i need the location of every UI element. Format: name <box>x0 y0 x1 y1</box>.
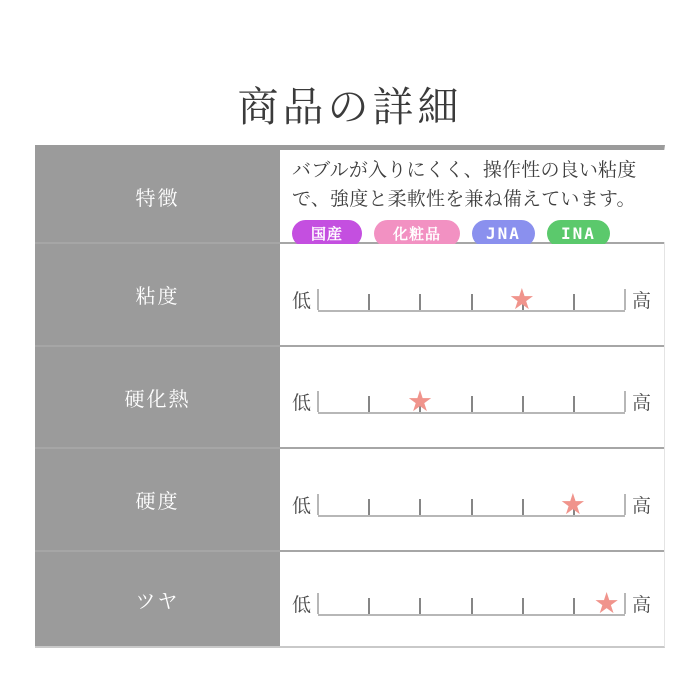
scale-low-label: 低 <box>292 290 312 312</box>
badge-jna: JNA <box>472 220 535 247</box>
scale-tick <box>573 598 575 614</box>
scale-cap-tick <box>624 289 626 310</box>
hardness-scale-cell <box>280 449 664 550</box>
scale-tick <box>471 294 473 310</box>
scale-cap-tick <box>624 391 626 412</box>
badge-cosmetics: 化粧品 <box>374 220 460 247</box>
scale-cap-tick <box>317 391 319 412</box>
scale-high-label: 高 <box>632 290 652 312</box>
table-row-feature <box>35 150 664 244</box>
scale-track <box>318 384 625 418</box>
badge-row <box>292 220 664 247</box>
scale-track <box>318 281 625 316</box>
rating-star: ★ <box>593 586 620 620</box>
scale-tick <box>573 396 575 412</box>
badge-domestic: 国産 <box>292 220 362 247</box>
scale-tick <box>368 396 370 412</box>
viscosity-scale-cell <box>280 244 664 345</box>
curing-heat-scale-cell <box>280 347 664 447</box>
scale-tick <box>419 598 421 614</box>
rating-scale <box>292 281 652 316</box>
scale-tick <box>471 396 473 412</box>
scale-tick <box>471 598 473 614</box>
page-title: 商品の詳細 <box>237 84 463 131</box>
product-detail-table <box>35 145 665 648</box>
rating-scale <box>292 586 652 620</box>
scale-low-label: 低 <box>292 393 312 414</box>
feature-content-cell <box>280 150 670 242</box>
rating-star: ★ <box>559 486 586 521</box>
table-row-viscosity <box>35 244 664 347</box>
scale-cap-tick <box>624 494 626 515</box>
row-label-curing-heat: 硬化熱 <box>35 347 280 447</box>
row-label-viscosity: 粘度 <box>35 244 280 345</box>
feature-description: バブルが入りにくく、操作性の良い粘度で、強度と柔軟性を兼ね備えています。 <box>292 160 637 210</box>
badge-ina: INA <box>547 220 610 247</box>
gloss-scale-cell <box>280 552 664 646</box>
scale-cap-tick <box>317 593 319 614</box>
rating-star: ★ <box>406 384 433 418</box>
scale-tick <box>419 294 421 310</box>
scale-low-label: 低 <box>292 495 312 517</box>
scale-high-label: 高 <box>632 495 652 517</box>
row-label-feature: 特徴 <box>35 150 280 242</box>
scale-low-label: 低 <box>292 595 312 616</box>
rating-scale <box>292 384 652 418</box>
scale-cap-tick <box>317 494 319 515</box>
scale-tick <box>368 499 370 515</box>
scale-tick <box>522 396 524 412</box>
table-row-curing-heat <box>35 347 664 449</box>
scale-cap-tick <box>317 289 319 310</box>
scale-tick <box>471 499 473 515</box>
rating-star: ★ <box>508 281 535 316</box>
scale-track <box>318 486 625 521</box>
scale-tick <box>522 598 524 614</box>
rating-scale <box>292 486 652 521</box>
table-row-gloss <box>35 552 664 646</box>
scale-cap-tick <box>624 593 626 614</box>
scale-high-label: 高 <box>632 393 652 414</box>
scale-high-label: 高 <box>632 595 652 616</box>
scale-tick <box>419 499 421 515</box>
table-row-hardness <box>35 449 664 552</box>
scale-tick <box>522 499 524 515</box>
row-label-hardness: 硬度 <box>35 449 280 550</box>
scale-tick <box>368 294 370 310</box>
row-label-gloss: ツヤ <box>35 552 280 646</box>
scale-tick <box>573 294 575 310</box>
scale-track <box>318 586 625 620</box>
scale-tick <box>368 598 370 614</box>
